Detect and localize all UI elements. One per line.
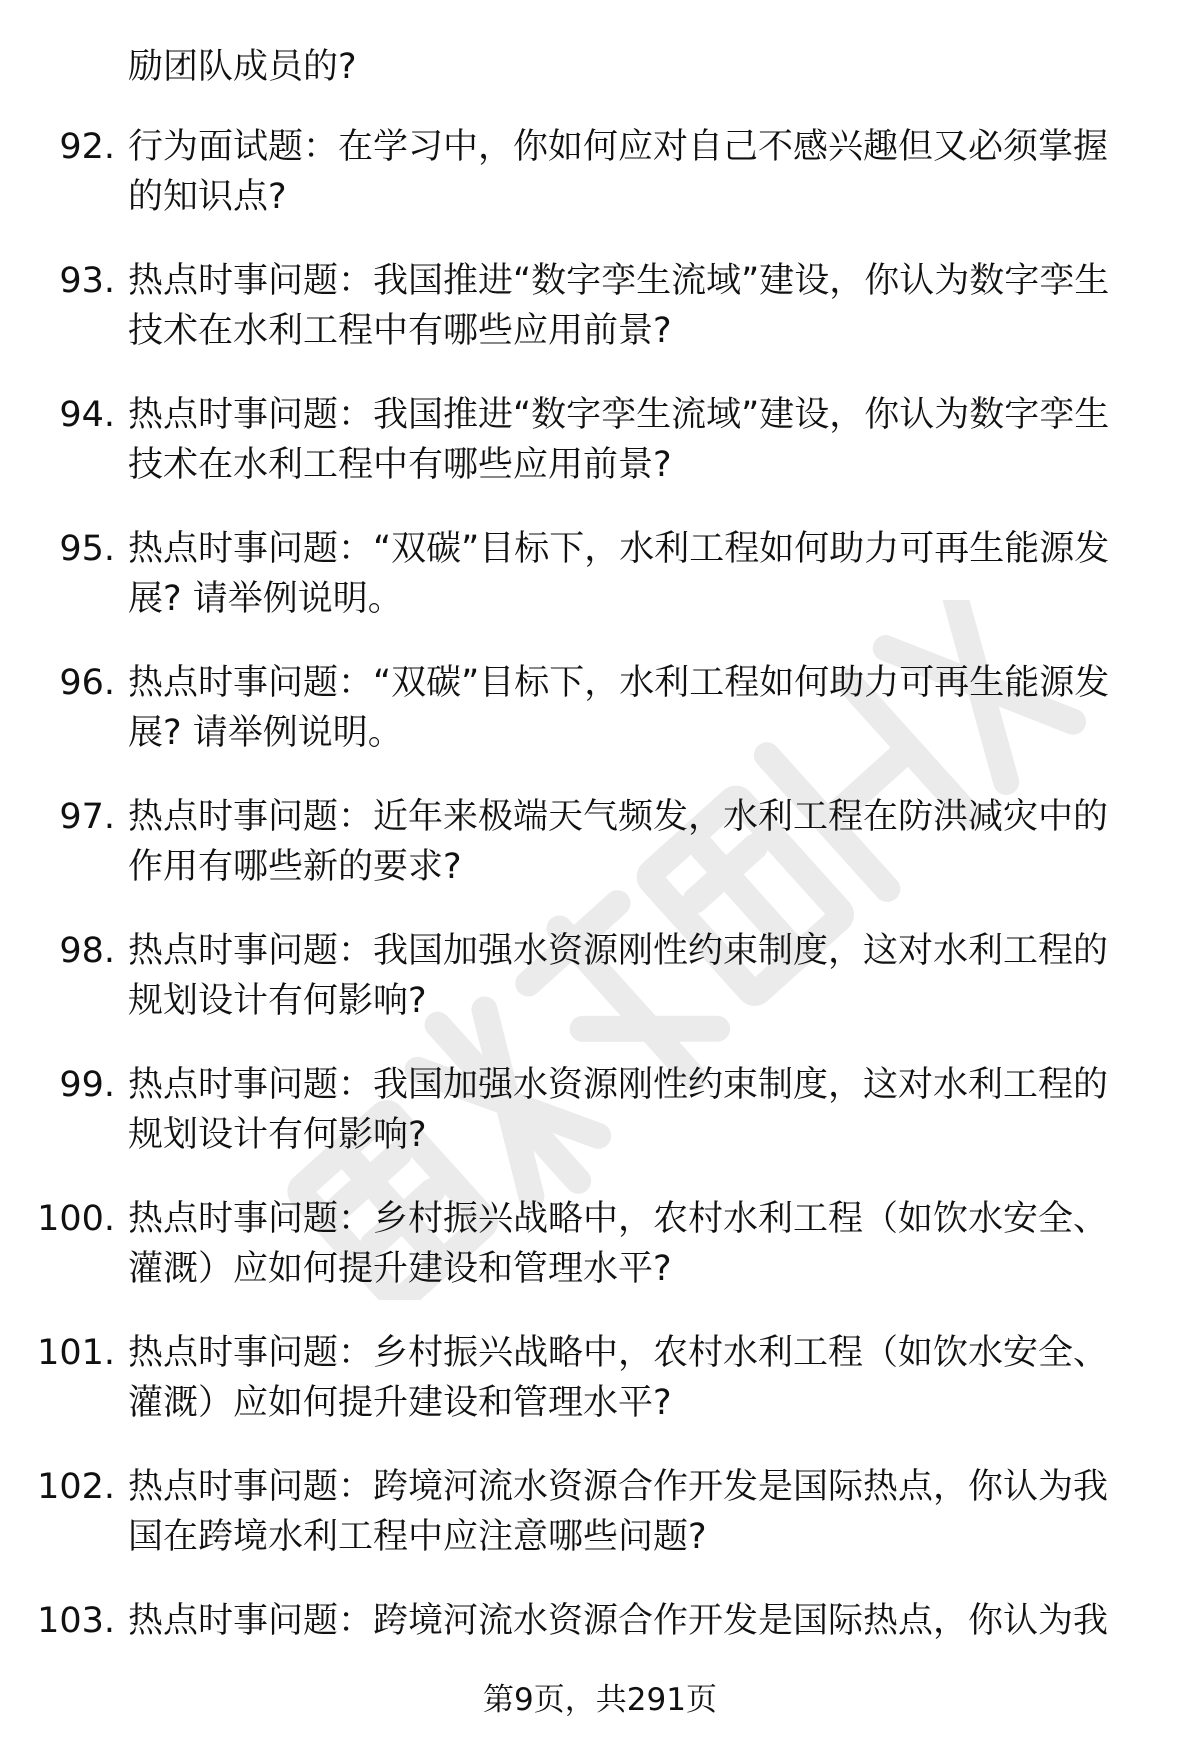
page-number-footer: 第9页，共291页 (483, 1682, 717, 1718)
question-number: 101. (37, 1333, 115, 1373)
question-number: 96. (59, 663, 115, 703)
question-text: 热点时事问题：乡村振兴战略中，农村水利工程（如饮水安全、灌溉）应如何提升建设和管理水平? (128, 1199, 1109, 1289)
question-number: 92. (59, 127, 115, 167)
list-item (0, 1194, 1200, 1294)
list-item (0, 1462, 1200, 1562)
question-number: 98. (59, 931, 115, 971)
list-item (0, 658, 1200, 758)
question-list (0, 42, 1200, 1680)
question-text: 热点时事问题：我国推进“数字孪生流域”建设，你认为数字孪生技术在水利工程中有哪些应用前景? (128, 261, 1110, 351)
question-text: 热点时事问题：近年来极端天气频发，水利工程在防洪减灾中的作用有哪些新的要求? (128, 797, 1109, 887)
list-item (0, 1328, 1200, 1428)
list-item (0, 390, 1200, 490)
question-text: 热点时事问题：“双碳”目标下，水利工程如何助力可再生能源发展? 请举例说明。 (128, 529, 1110, 619)
question-number: 95. (59, 529, 115, 569)
question-number: 102. (37, 1467, 115, 1507)
question-text: 热点时事问题：跨境河流水资源合作开发是国际热点，你认为我 (128, 1601, 1109, 1641)
list-item (0, 1060, 1200, 1160)
list-item (0, 926, 1200, 1026)
question-number: 94. (59, 395, 115, 435)
list-item (0, 792, 1200, 892)
question-text: 热点时事问题：我国推进“数字孪生流域”建设，你认为数字孪生技术在水利工程中有哪些应用前景? (128, 395, 1110, 485)
question-text: 热点时事问题：乡村振兴战略中，农村水利工程（如饮水安全、灌溉）应如何提升建设和管理水平? (128, 1333, 1109, 1423)
question-number: 103. (37, 1601, 115, 1641)
question-number: 100. (37, 1199, 115, 1239)
question-text: 行为面试题：在学习中，你如何应对自己不感兴趣但又必须掌握的知识点? (128, 127, 1109, 217)
list-item (0, 524, 1200, 624)
list-item (0, 42, 1200, 92)
list-item (0, 1596, 1200, 1646)
list-item (0, 122, 1200, 222)
question-number: 99. (59, 1065, 115, 1105)
question-text: 热点时事问题：我国加强水资源刚性约束制度，这对水利工程的规划设计有何影响? (128, 931, 1109, 1021)
question-number: 97. (59, 797, 115, 837)
question-text: 热点时事问题：跨境河流水资源合作开发是国际热点，你认为我国在跨境水利工程中应注意哪些问题? (128, 1467, 1109, 1557)
question-text: 热点时事问题：“双碳”目标下，水利工程如何助力可再生能源发展? 请举例说明。 (128, 663, 1110, 753)
question-number: 93. (59, 261, 115, 301)
question-text: 热点时事问题：我国加强水资源刚性约束制度，这对水利工程的规划设计有何影响? (128, 1065, 1109, 1155)
question-text: 励团队成员的? (128, 47, 357, 87)
list-item (0, 256, 1200, 356)
